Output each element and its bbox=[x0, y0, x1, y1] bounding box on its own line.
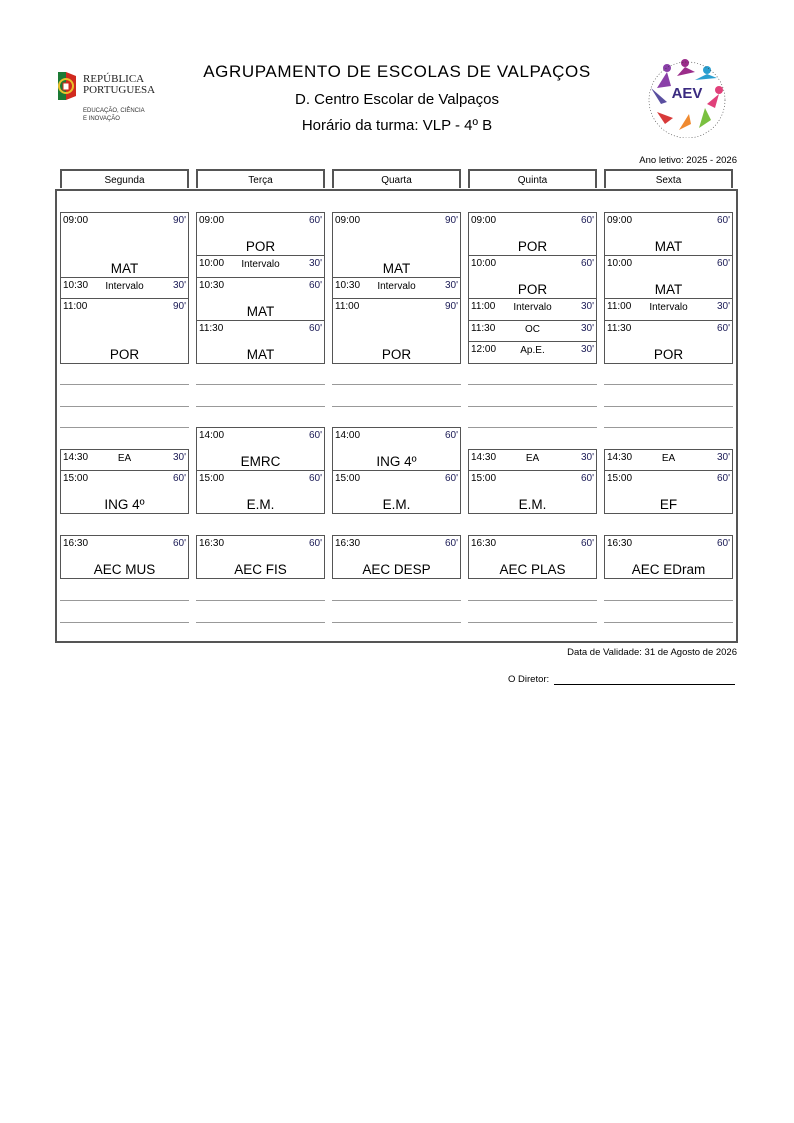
lesson-slot[interactable] bbox=[468, 341, 597, 364]
lesson-slot[interactable] bbox=[468, 320, 597, 343]
empty-slot-rule bbox=[196, 384, 325, 385]
slot-subject: AEC DESP bbox=[362, 561, 431, 577]
republica-portuguesa-logo-text: REPÚBLICA PORTUGUESA bbox=[83, 73, 156, 96]
empty-slot-rule bbox=[332, 622, 461, 623]
slot-duration: 60' bbox=[716, 537, 730, 549]
empty-slot-rule bbox=[196, 600, 325, 601]
slot-duration: 60' bbox=[172, 473, 186, 484]
aev-logo-text: AEV bbox=[671, 85, 703, 102]
slot-time: 11:30 bbox=[199, 322, 224, 334]
lesson-slot[interactable] bbox=[196, 255, 325, 278]
slot-subject: ING 4º bbox=[376, 454, 417, 469]
slot-subject: AEC EDram bbox=[631, 561, 706, 577]
school-year: Ano letivo: 2025 - 2026 bbox=[639, 155, 737, 166]
lesson-slot[interactable] bbox=[332, 277, 461, 300]
slot-duration: 60' bbox=[444, 473, 458, 484]
slot-duration: 90' bbox=[172, 215, 186, 226]
slot-time: 11:00 bbox=[471, 301, 496, 312]
slot-duration: 30' bbox=[716, 451, 730, 463]
lesson-slot[interactable] bbox=[196, 535, 325, 579]
lesson-slot[interactable] bbox=[332, 298, 461, 364]
slot-subject: AEC MUS bbox=[93, 561, 156, 577]
lesson-slot[interactable] bbox=[604, 255, 733, 299]
empty-slot-rule bbox=[468, 384, 597, 385]
lesson-slot[interactable] bbox=[60, 535, 189, 579]
director-label: O Diretor: bbox=[508, 674, 550, 685]
lesson-slot[interactable] bbox=[332, 535, 461, 579]
slot-subject: AEC PLAS bbox=[499, 561, 566, 577]
slot-duration: 30' bbox=[172, 451, 186, 463]
slot-time: 09:00 bbox=[63, 215, 89, 226]
day-header-segunda: Segunda bbox=[60, 169, 189, 188]
slot-time: 16:30 bbox=[199, 537, 225, 549]
slot-duration: 60' bbox=[580, 258, 594, 269]
empty-slot-rule bbox=[468, 406, 597, 407]
lesson-slot[interactable] bbox=[468, 212, 597, 256]
lesson-slot[interactable] bbox=[604, 535, 733, 579]
empty-slot-rule bbox=[468, 600, 597, 601]
slot-time: 09:00 bbox=[471, 215, 497, 226]
slot-duration: 60' bbox=[308, 430, 322, 441]
empty-slot-rule bbox=[468, 427, 597, 428]
slot-duration: 60' bbox=[444, 537, 458, 549]
lesson-slot[interactable] bbox=[604, 298, 733, 321]
slot-duration: 60' bbox=[716, 215, 730, 226]
director-signature-line bbox=[554, 684, 735, 685]
slot-duration: 30' bbox=[580, 451, 594, 463]
empty-slot-rule bbox=[604, 427, 733, 428]
slot-subject: Intervalo bbox=[513, 302, 552, 313]
empty-slot-rule bbox=[604, 384, 733, 385]
slot-subject: EMRC bbox=[240, 454, 281, 469]
slot-time: 11:30 bbox=[471, 322, 496, 334]
slot-time: 16:30 bbox=[63, 537, 89, 549]
empty-slot-rule bbox=[332, 600, 461, 601]
lesson-slot[interactable] bbox=[60, 298, 189, 364]
slot-duration: 60' bbox=[172, 537, 186, 549]
slot-time: 15:00 bbox=[63, 473, 89, 484]
slot-subject: POR bbox=[517, 282, 548, 297]
slot-subject: POR bbox=[381, 346, 412, 362]
slot-time: 11:30 bbox=[607, 322, 632, 334]
lesson-slot[interactable] bbox=[604, 212, 733, 256]
slot-subject: EA bbox=[525, 452, 540, 464]
empty-slot-rule bbox=[60, 600, 189, 601]
slot-subject: Intervalo bbox=[241, 259, 280, 270]
school-subtitle: D. Centro Escolar de Valpaços bbox=[295, 91, 499, 108]
lesson-slot[interactable] bbox=[332, 212, 461, 278]
slot-duration: 30' bbox=[444, 279, 458, 291]
slot-time: 15:00 bbox=[199, 473, 225, 484]
class-title: Horário da turma: VLP - 4º B bbox=[301, 117, 493, 134]
slot-time: 16:30 bbox=[607, 537, 633, 549]
slot-subject: MAT bbox=[246, 346, 275, 362]
lesson-slot[interactable] bbox=[60, 449, 189, 472]
slot-time: 09:00 bbox=[335, 215, 361, 226]
slot-duration: 30' bbox=[172, 279, 186, 291]
slot-duration: 30' bbox=[580, 301, 594, 312]
school-title: AGRUPAMENTO DE ESCOLAS DE VALPAÇOS bbox=[203, 62, 591, 81]
empty-slot-rule bbox=[604, 622, 733, 623]
slot-duration: 60' bbox=[580, 537, 594, 549]
slot-time: 10:00 bbox=[607, 258, 633, 269]
slot-time: 15:00 bbox=[607, 473, 633, 484]
lesson-slot[interactable] bbox=[60, 277, 189, 300]
empty-slot-rule bbox=[60, 384, 189, 385]
slot-time: 10:30 bbox=[199, 279, 225, 291]
slot-duration: 60' bbox=[716, 473, 730, 484]
slot-time: 15:00 bbox=[471, 473, 497, 484]
ministry-subtitle: EDUCAÇÃO, CIÊNCIA E INOVAÇÃO bbox=[83, 108, 145, 122]
lesson-slot[interactable] bbox=[604, 449, 733, 472]
empty-slot-rule bbox=[604, 600, 733, 601]
slot-duration: 30' bbox=[716, 301, 730, 312]
slot-time: 16:30 bbox=[335, 537, 361, 549]
slot-duration: 90' bbox=[444, 215, 458, 226]
lesson-slot[interactable] bbox=[468, 470, 597, 514]
lesson-slot[interactable] bbox=[60, 470, 189, 514]
slot-time: 10:30 bbox=[63, 279, 89, 291]
validity-date: Data de Validade: 31 de Agosto de 2026 bbox=[567, 647, 737, 658]
day-header-quinta: Quinta bbox=[468, 169, 597, 188]
empty-slot-rule bbox=[468, 622, 597, 623]
slot-subject: POR bbox=[653, 346, 684, 362]
lesson-slot[interactable] bbox=[604, 320, 733, 364]
lesson-slot[interactable] bbox=[604, 470, 733, 514]
lesson-slot[interactable] bbox=[332, 427, 461, 471]
lesson-slot[interactable] bbox=[196, 427, 325, 471]
slot-subject: POR bbox=[109, 346, 140, 362]
lesson-slot[interactable] bbox=[196, 320, 325, 364]
lesson-slot[interactable] bbox=[468, 298, 597, 321]
slot-subject: MAT bbox=[654, 239, 683, 254]
slot-time: 10:00 bbox=[471, 258, 497, 269]
slot-duration: 60' bbox=[580, 215, 594, 226]
slot-time: 14:30 bbox=[471, 451, 497, 463]
empty-slot-rule bbox=[60, 427, 189, 428]
slot-subject: Intervalo bbox=[377, 280, 416, 292]
slot-subject: POR bbox=[245, 239, 276, 254]
slot-subject: EA bbox=[117, 452, 132, 464]
slot-subject: Ap.E. bbox=[520, 345, 545, 356]
lesson-slot[interactable] bbox=[196, 212, 325, 256]
lesson-slot[interactable] bbox=[468, 449, 597, 472]
slot-subject: POR bbox=[517, 239, 548, 254]
slot-duration: 60' bbox=[308, 279, 322, 291]
slot-duration: 60' bbox=[308, 473, 322, 484]
empty-slot-rule bbox=[60, 622, 189, 623]
slot-subject: EF bbox=[659, 497, 678, 512]
slot-duration: 60' bbox=[716, 322, 730, 334]
slot-duration: 60' bbox=[716, 258, 730, 269]
slot-time: 10:00 bbox=[199, 258, 225, 269]
slot-subject: Intervalo bbox=[649, 302, 688, 313]
slot-duration: 60' bbox=[444, 430, 458, 441]
slot-time: 14:00 bbox=[335, 430, 361, 441]
slot-time: 14:00 bbox=[199, 430, 225, 441]
slot-duration: 60' bbox=[308, 215, 322, 226]
empty-slot-rule bbox=[332, 406, 461, 407]
empty-slot-rule bbox=[604, 406, 733, 407]
slot-subject: E.M. bbox=[518, 497, 547, 512]
slot-time: 11:00 bbox=[63, 301, 88, 312]
slot-subject: MAT bbox=[654, 282, 683, 297]
lesson-slot[interactable] bbox=[468, 535, 597, 579]
lesson-slot[interactable] bbox=[468, 255, 597, 299]
day-header-terca: Terça bbox=[196, 169, 325, 188]
empty-slot-rule bbox=[60, 406, 189, 407]
slot-time: 12:00 bbox=[471, 344, 497, 355]
slot-duration: 30' bbox=[580, 344, 594, 355]
slot-time: 14:30 bbox=[607, 451, 633, 463]
day-header-quarta: Quarta bbox=[332, 169, 461, 188]
empty-slot-rule bbox=[332, 384, 461, 385]
slot-subject: MAT bbox=[110, 260, 139, 276]
slot-duration: 90' bbox=[172, 301, 186, 312]
slot-subject: E.M. bbox=[382, 497, 411, 512]
slot-time: 11:00 bbox=[335, 301, 360, 312]
slot-time: 10:30 bbox=[335, 279, 361, 291]
slot-subject: E.M. bbox=[246, 497, 275, 512]
slot-duration: 30' bbox=[308, 258, 322, 269]
slot-time: 15:00 bbox=[335, 473, 361, 484]
slot-subject: OC bbox=[525, 323, 540, 335]
lesson-slot[interactable] bbox=[196, 277, 325, 321]
slot-subject: MAT bbox=[246, 303, 275, 319]
empty-slot-rule bbox=[196, 406, 325, 407]
slot-duration: 60' bbox=[308, 322, 322, 334]
slot-time: 16:30 bbox=[471, 537, 497, 549]
slot-duration: 90' bbox=[444, 301, 458, 312]
slot-subject: Intervalo bbox=[105, 280, 144, 292]
lesson-slot[interactable] bbox=[60, 212, 189, 278]
aev-logo-icon bbox=[645, 58, 733, 138]
empty-slot-rule bbox=[196, 622, 325, 623]
slot-subject: AEC FIS bbox=[234, 561, 287, 577]
lesson-slot[interactable] bbox=[196, 470, 325, 514]
day-header-sexta: Sexta bbox=[604, 169, 733, 188]
slot-time: 09:00 bbox=[199, 215, 225, 226]
slot-duration: 30' bbox=[580, 322, 594, 334]
slot-subject: EA bbox=[661, 452, 676, 464]
slot-duration: 60' bbox=[308, 537, 322, 549]
slot-duration: 60' bbox=[580, 473, 594, 484]
slot-time: 11:00 bbox=[607, 301, 632, 312]
slot-time: 09:00 bbox=[607, 215, 633, 226]
lesson-slot[interactable] bbox=[332, 470, 461, 514]
slot-time: 14:30 bbox=[63, 451, 89, 463]
slot-subject: MAT bbox=[382, 260, 411, 276]
slot-subject: ING 4º bbox=[104, 497, 145, 512]
